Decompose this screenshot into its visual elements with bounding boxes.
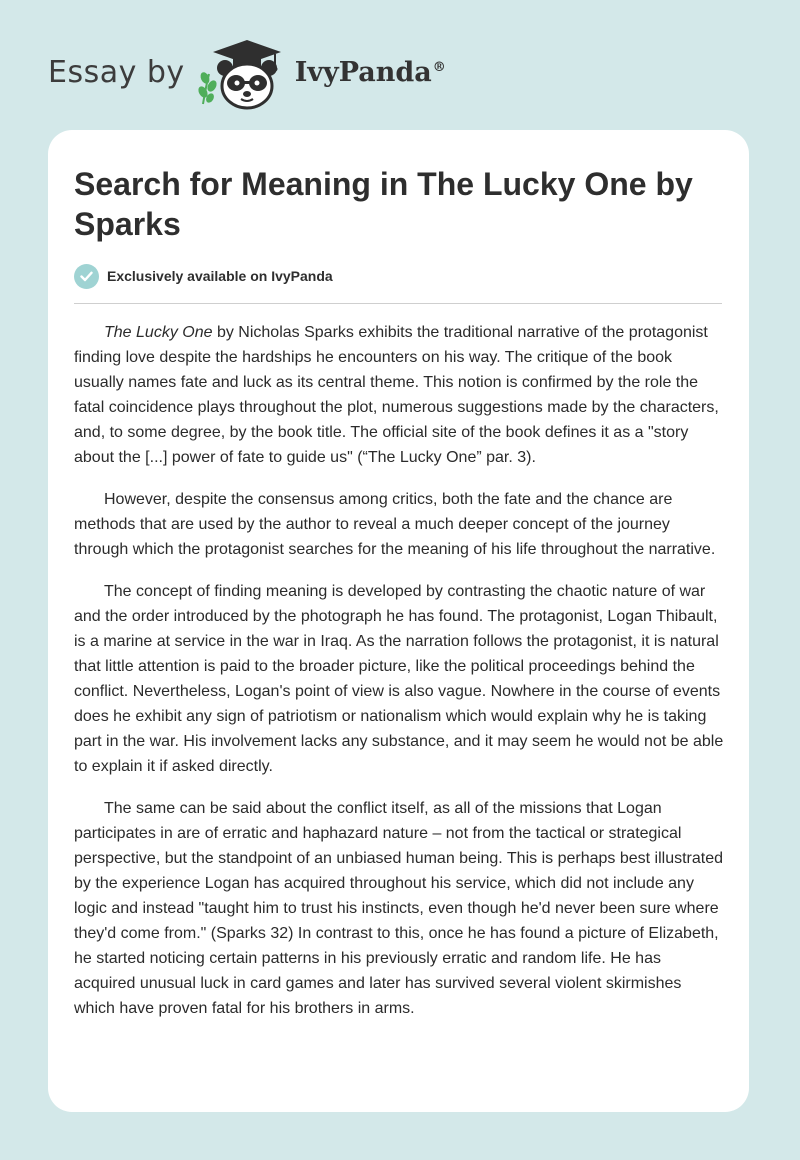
exclusive-badge xyxy=(74,263,333,289)
article-title: Search for Meaning in The Lucky One by Sparks xyxy=(74,166,693,242)
registered-mark: ® xyxy=(432,59,446,75)
badge-text: Exclusively available on IvyPanda xyxy=(107,268,333,284)
paragraph: The concept of finding meaning is developed by contrasting the chaotic nature of war and the order introduced by the photograph he has found. The protagonist, Logan Thibault, is a marine at service in the war in Iraq. As the narration follows the protagonist, it is natural that little attention is paid to the broader picture, like the political proceedings behind the conflict. Nevertheless, Logan's point of view is also vague. Nowhere in the course of events does he exhibit any sign of patriotism or nationalism which would explain why he is taking part in the war. His involvement lacks any substance, and it may seem he would not be able to explain it if asked directly. xyxy=(74,583,724,775)
article-body xyxy=(74,320,726,1038)
site-header xyxy=(48,34,508,110)
article-card xyxy=(48,130,749,1112)
paragraph: The same can be said about the conflict itself, as all of the missions that Logan participates in are of erratic and haphazard nature – not from the tactical or strategical perspective, but the standpoint of an unbiased human being. This is perhaps best illustrated by the experience Logan has acquired throughout his service, which did not include any logic and instead "taught him to trust his instincts, even though he'd never been sure where they'd come from." (Sparks 32) In contrast to this, once he has found a picture of Elizabeth, he started noticing certain patterns in his previously erratic and random life. He has acquired unusual luck in card games and later has survived several violent skirmishes which have proven fatal for his brothers in arms. xyxy=(74,800,724,1017)
brand-name: IvyPanda® xyxy=(294,56,446,88)
divider xyxy=(74,303,722,304)
panda-graduate-icon xyxy=(195,34,291,110)
check-icon xyxy=(74,264,99,289)
paragraph: However, despite the consensus among critics, both the fate and the chance are methods that are used by the author to reveal a much deeper concept of the journey through which the protagonist searches for the meaning of his life throughout the narrative. xyxy=(74,491,716,558)
paragraph-text: by Nicholas Sparks exhibits the traditional narrative of the protagonist finding love despite the hardships he encounters on his way. The critique of the book usually names fate and luck as its central theme. This notion is confirmed by the role the fatal coincidence plays throughout the plot, numerous suggestions made by the characters, and, to some degree, by the book title. The official site of the book defines it as a "story about the [...] power of fate to guide us" (“The Lucky One” par. 3). xyxy=(74,324,719,466)
paragraph xyxy=(74,320,726,470)
book-title-italic: The Lucky One xyxy=(104,324,213,341)
brand-prefix: Essay by xyxy=(48,54,185,90)
